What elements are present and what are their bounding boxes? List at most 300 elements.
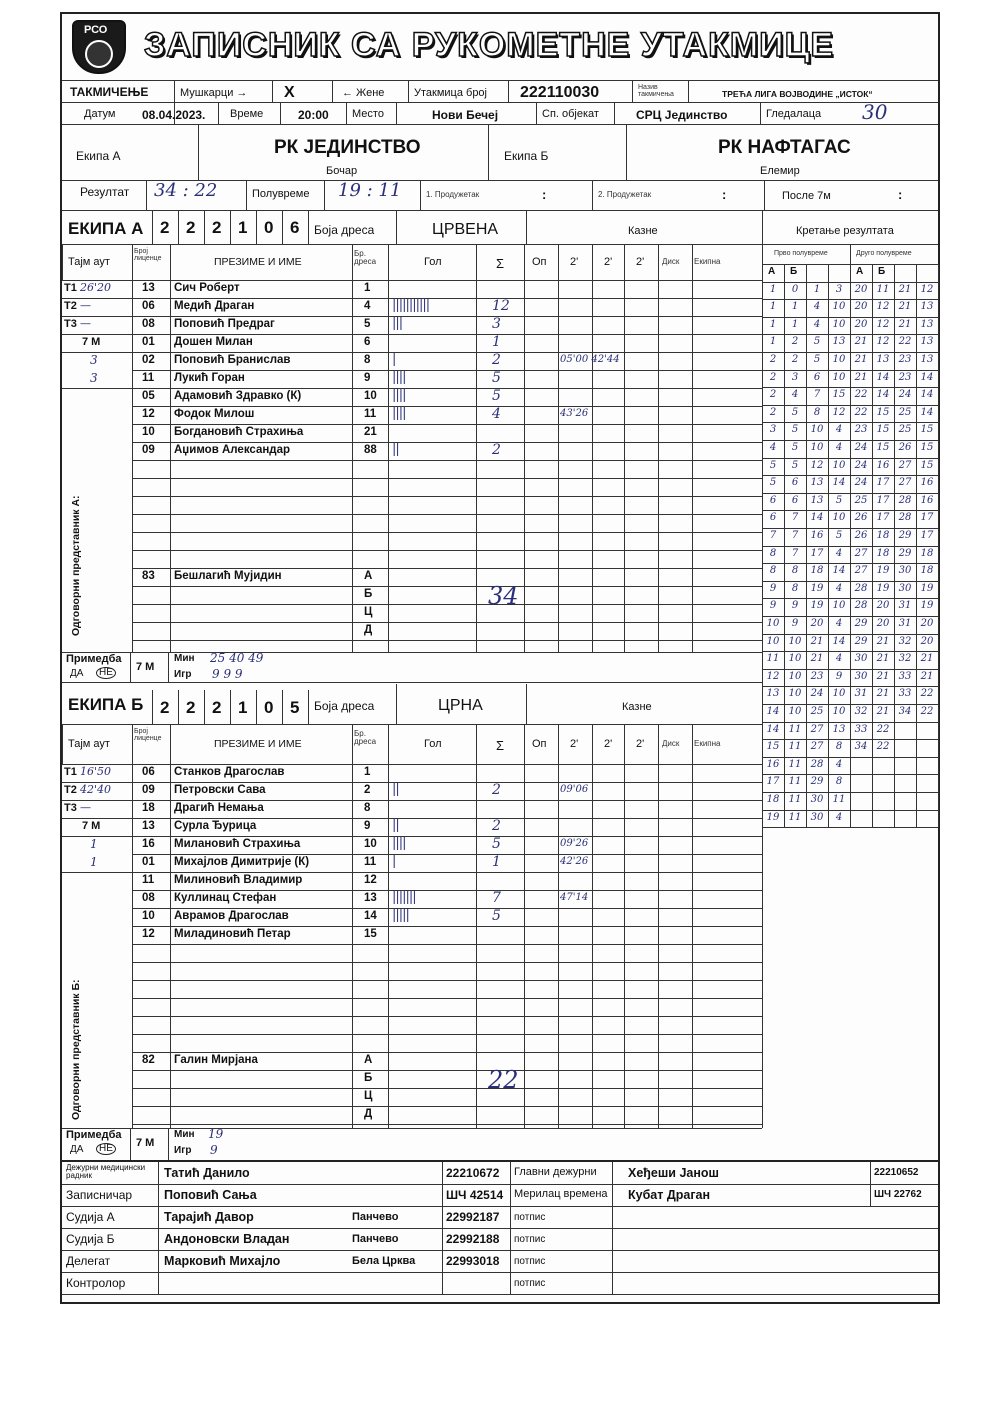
progress-cell: 22 xyxy=(876,723,890,735)
grid-line xyxy=(762,722,938,723)
progress-cell: 14 xyxy=(920,389,934,401)
progress-cell: 30 xyxy=(810,794,824,805)
progress-cell: 33 xyxy=(898,670,912,682)
col-disqualification: Диск xyxy=(662,257,680,266)
team-b-7m-players: 9 xyxy=(210,1143,218,1157)
grid-line xyxy=(762,475,938,476)
progress-cell: 9 xyxy=(791,600,799,612)
grid-line xyxy=(762,299,938,300)
progress-cell: 13 xyxy=(920,318,934,330)
progress-cell: 24 xyxy=(854,477,868,489)
player-license: 13 xyxy=(142,820,155,832)
progress-cell: 22 xyxy=(920,706,934,717)
col-timeout: Тајм аут xyxy=(68,738,110,750)
official-letter: Б xyxy=(364,1072,373,1084)
col-license: Број лиценце xyxy=(134,728,162,742)
timeout-label: 7 М xyxy=(82,336,101,348)
grid-line xyxy=(132,406,762,407)
progress-cell: 5 xyxy=(835,494,843,506)
progress-cell: 10 xyxy=(832,688,846,700)
grid-line xyxy=(762,387,938,388)
grid-line xyxy=(62,1228,938,1229)
progress-cell: 11 xyxy=(832,794,846,805)
grid-line xyxy=(132,460,762,461)
player-shirt-number: 4 xyxy=(364,300,371,312)
progress-cell: 20 xyxy=(854,301,868,313)
player-license: 13 xyxy=(142,282,155,294)
grid-line xyxy=(308,210,309,244)
player-shirt-number: 88 xyxy=(364,444,377,456)
grid-line xyxy=(62,1184,938,1185)
progress-cell: 28 xyxy=(898,494,912,506)
progress-cell: 23 xyxy=(898,354,912,365)
official-letter: Д xyxy=(364,1108,373,1120)
progress-cell: 29 xyxy=(854,635,868,647)
7m-value: 3 xyxy=(90,371,98,385)
player-shirt-number: 10 xyxy=(364,838,377,850)
progress-cell: 2 xyxy=(769,354,777,365)
progress-col-label: А xyxy=(768,266,776,277)
grid-line xyxy=(62,764,762,765)
progress-cell: 20 xyxy=(854,283,868,295)
grid-line xyxy=(624,280,625,652)
timeout-label: Т3 xyxy=(64,318,77,330)
official-license: 82 xyxy=(142,1054,155,1066)
official-letter: Ц xyxy=(364,1090,373,1102)
progress-cell: 11 xyxy=(788,794,802,805)
player-penalty-times: 09'06 xyxy=(560,784,589,795)
grid-line xyxy=(308,690,309,724)
col-name: ПРЕЗИМЕ И ИМЕ xyxy=(214,256,302,268)
col-penalty-3: 2' xyxy=(636,256,645,268)
progress-cell: 4 xyxy=(813,318,821,330)
progress-cell: 13 xyxy=(832,336,846,348)
grid-line xyxy=(132,724,133,764)
progress-cell: 28 xyxy=(854,600,868,612)
player-shirt-number: 8 xyxy=(364,354,371,366)
progress-cell: 12 xyxy=(766,670,780,682)
grid-line xyxy=(132,298,762,299)
progress-cell: 10 xyxy=(832,600,846,612)
progress-cell: 18 xyxy=(810,565,824,577)
player-license: 12 xyxy=(142,408,155,420)
progress-cell: 22 xyxy=(920,688,934,700)
grid-line xyxy=(132,622,762,623)
player-goal-sum: 2 xyxy=(492,818,501,834)
player-name: Михајлов Димитрије (К) xyxy=(174,856,310,868)
progress-cell: 18 xyxy=(876,530,890,541)
team-b-min-label: Мин xyxy=(174,1129,195,1140)
grid-line xyxy=(692,244,693,280)
progress-cell: 21 xyxy=(854,354,868,365)
progress-cell: 1 xyxy=(813,283,821,295)
team-a-remark-yes[interactable]: ДА xyxy=(70,668,84,679)
team-code-digit: 2 xyxy=(186,218,196,237)
final-result: 34 : 22 xyxy=(154,180,218,201)
progress-cell: 27 xyxy=(854,547,868,559)
progress-cell: 10 xyxy=(788,670,802,682)
progress-cell: 13 xyxy=(920,354,934,365)
grid-line xyxy=(170,244,171,280)
progress-cell: 21 xyxy=(876,706,890,717)
progress-cell: 14 xyxy=(832,635,846,647)
progress-cell: 30 xyxy=(810,811,824,823)
team-total-goals: 34 xyxy=(488,582,519,610)
match-time: 20:00 xyxy=(298,108,329,122)
official-license: ШЧ 42514 xyxy=(446,1188,504,1202)
grid-line xyxy=(762,827,938,828)
official-license-2: 22210652 xyxy=(874,1167,919,1178)
player-name: Аџимов Александар xyxy=(174,444,291,456)
progress-cell: 8 xyxy=(791,565,799,577)
progress-cell: 17 xyxy=(876,512,890,524)
official-name: Бешлагић Мујидин xyxy=(174,570,282,582)
progress-cell: 24 xyxy=(854,442,868,453)
player-goal-tally: ||||||||||| xyxy=(392,298,430,313)
grid-line xyxy=(132,442,762,443)
official-name-2: Хеђеши Јанош xyxy=(628,1166,719,1180)
progress-cell: 14 xyxy=(920,406,934,418)
progress-cell: 22 xyxy=(854,406,868,418)
official-role: Контролор xyxy=(66,1276,126,1290)
team-b-7m-minutes: 19 xyxy=(208,1127,224,1141)
col-penalty-2: 2' xyxy=(604,738,613,750)
overtime2-label: 2. Продужетак xyxy=(598,190,652,199)
progress-cell: 10 xyxy=(832,512,846,524)
player-goal-sum: 1 xyxy=(492,334,501,350)
progress-cell: 17 xyxy=(920,530,934,541)
team-a-shirt-color: ЦРВЕНА xyxy=(432,221,499,238)
logo-text: РСО xyxy=(84,24,108,36)
player-goal-sum: 5 xyxy=(492,370,501,386)
progress-cell: 20 xyxy=(920,618,934,629)
player-goal-sum: 2 xyxy=(492,442,501,458)
player-name: Адамовић Здравко (К) xyxy=(174,390,302,402)
progress-cell: 5 xyxy=(791,424,799,436)
grid-line xyxy=(132,280,133,652)
progress-cell: 21 xyxy=(920,670,934,682)
official-license: 22992188 xyxy=(446,1232,500,1246)
progress-cell: 21 xyxy=(876,653,890,665)
official-license: 22210672 xyxy=(446,1166,500,1180)
match-place: Нови Бечеј xyxy=(432,108,499,122)
progress-cell: 15 xyxy=(920,459,934,471)
progress-cell: 8 xyxy=(791,582,799,594)
progress-cell: 11 xyxy=(766,653,780,665)
timeout-label: Т1 xyxy=(64,282,77,294)
after-7m-label: После 7м xyxy=(782,190,831,202)
progress-cell: 8 xyxy=(769,547,777,559)
progress-cell: 4 xyxy=(835,618,843,629)
timeout-value: 26'20 xyxy=(80,281,112,294)
progress-cell: 25 xyxy=(854,494,868,506)
timeout-value: — xyxy=(80,299,91,312)
progress-cell: 34 xyxy=(854,741,868,753)
spectators-label: Гледалаца xyxy=(766,108,822,120)
progress-cell: 24 xyxy=(898,389,912,401)
grid-line xyxy=(282,210,283,244)
progress-cell: 9 xyxy=(769,582,777,594)
player-goal-sum: 2 xyxy=(492,352,501,368)
result-label: Резултат xyxy=(80,185,130,199)
progress-cell: 17 xyxy=(876,477,890,489)
team-code-digit: 2 xyxy=(160,218,170,237)
grid-line xyxy=(762,634,938,635)
progress-cell: 14 xyxy=(832,565,846,577)
grid-line xyxy=(132,962,762,963)
team-b-7m-label: 7 М xyxy=(136,1137,155,1149)
player-goal-sum: 7 xyxy=(492,890,501,906)
player-shirt-number: 10 xyxy=(364,390,377,402)
grid-line xyxy=(62,1206,938,1207)
official-license: 22992187 xyxy=(446,1210,500,1224)
player-shirt-number: 11 xyxy=(364,856,377,868)
progress-cell: 23 xyxy=(898,371,912,383)
progress-cell: 15 xyxy=(920,442,934,453)
grid-line xyxy=(762,546,938,547)
player-name: Миладиновић Петар xyxy=(174,928,291,940)
progress-cell: 5 xyxy=(791,442,799,453)
progress-cell: 10 xyxy=(788,706,802,717)
player-goal-tally: ||||||| xyxy=(392,890,416,905)
grid-line xyxy=(762,774,938,775)
grid-line xyxy=(658,280,659,652)
progress-cell: 4 xyxy=(835,758,843,770)
page-title: ЗАПИСНИК СА РУКОМЕТНЕ УТАКМИЦЕ xyxy=(144,26,835,64)
player-goal-tally: || xyxy=(392,442,399,457)
player-license: 12 xyxy=(142,928,155,940)
grid-line xyxy=(762,598,938,599)
official-role: Судија А xyxy=(66,1210,115,1224)
player-license: 08 xyxy=(142,318,155,330)
grid-line xyxy=(132,244,133,280)
progress-cell: 4 xyxy=(769,442,777,453)
grid-line xyxy=(132,782,762,783)
progress-cell: 22 xyxy=(898,336,912,348)
grid-line xyxy=(132,514,762,515)
official-name: Марковић Михајло xyxy=(164,1254,281,1268)
team-code-digit: 2 xyxy=(160,698,170,717)
player-shirt-number: 2 xyxy=(364,784,371,796)
progress-cell: 21 xyxy=(876,635,890,647)
progress-cell: 16 xyxy=(920,494,934,506)
col-team-penalty: Екипна xyxy=(694,257,721,266)
progress-cell: 20 xyxy=(810,618,824,629)
progress-cell: 5 xyxy=(769,459,777,471)
progress-cell: 10 xyxy=(766,618,780,629)
progress-cell: 30 xyxy=(898,582,912,594)
progress-cell: 10 xyxy=(810,424,824,436)
progress-cell: 27 xyxy=(810,741,824,753)
progress-cell: 15 xyxy=(832,389,846,401)
player-shirt-number: 5 xyxy=(364,318,371,330)
grid-line xyxy=(62,1294,938,1295)
timeout-label: 7 М xyxy=(82,820,101,832)
progress-cell: 1 xyxy=(769,336,777,348)
grid-line xyxy=(132,496,762,497)
grid-line xyxy=(762,352,938,353)
progress-cell: 10 xyxy=(832,371,846,383)
progress-cell: 24 xyxy=(854,459,868,471)
team-b-remark-yes[interactable]: ДА xyxy=(70,1144,84,1155)
player-name: Дошен Милан xyxy=(174,336,253,348)
player-shirt-number: 11 xyxy=(364,408,377,420)
player-goal-sum: 5 xyxy=(492,388,501,404)
progress-cell: 9 xyxy=(791,618,799,629)
grid-line xyxy=(352,280,353,652)
progress-cell: 11 xyxy=(788,723,802,735)
progress-cell: 5 xyxy=(769,477,777,489)
player-name: Драгић Немања xyxy=(174,802,264,814)
grid-line xyxy=(558,244,559,280)
official-name: Поповић Сања xyxy=(164,1188,257,1202)
grid-line xyxy=(692,280,693,652)
player-goal-tally: || xyxy=(392,818,399,833)
progress-cell: 4 xyxy=(835,424,843,436)
team-code-digit: 0 xyxy=(264,698,274,717)
col-shirt-no: Бр. дреса xyxy=(354,249,377,266)
progress-cell: 21 xyxy=(920,653,934,665)
grid-line xyxy=(152,210,153,244)
progress-cell: 10 xyxy=(788,635,802,647)
grid-line xyxy=(62,800,132,801)
progress-cell: 22 xyxy=(854,389,868,401)
col-penalty-3: 2' xyxy=(636,738,645,750)
official-representative-label: Одговорни представник Б: xyxy=(70,979,82,1120)
progress-cell: 13 xyxy=(810,477,824,489)
player-name: Станков Драгослав xyxy=(174,766,285,778)
progress-cell: 15 xyxy=(920,424,934,436)
progress-cell: 5 xyxy=(791,459,799,471)
grid-line xyxy=(62,334,132,335)
progress-cell: 13 xyxy=(920,301,934,313)
grid-line xyxy=(592,724,593,764)
team-a-7m-label: 7 М xyxy=(136,661,155,673)
match-number: 222110030 xyxy=(520,84,600,101)
progress-cell: 17 xyxy=(920,512,934,524)
grid-line xyxy=(132,1124,762,1125)
progress-cell: 28 xyxy=(854,582,868,594)
grid-line xyxy=(762,458,938,459)
progress-cell: 1 xyxy=(791,318,799,330)
progress-cell: 14 xyxy=(832,477,846,489)
grid-line xyxy=(132,800,762,801)
progress-cell: 16 xyxy=(810,530,824,541)
player-license: 10 xyxy=(142,910,155,922)
grid-line xyxy=(132,818,762,819)
official-name: Тарајић Давор xyxy=(164,1210,254,1224)
competition-name-label: Назив такмичења xyxy=(638,84,674,98)
progress-cell: 6 xyxy=(769,512,777,524)
player-license: 05 xyxy=(142,390,155,402)
grid-line xyxy=(592,244,593,280)
player-goal-sum: 2 xyxy=(492,782,501,798)
player-goal-tally: |||| xyxy=(392,370,406,385)
rso-logo xyxy=(72,20,126,74)
progress-cell: 30 xyxy=(854,653,868,665)
player-name: Лукић Горан xyxy=(174,372,245,384)
progress-cell: 12 xyxy=(920,283,934,295)
grid-line xyxy=(170,280,171,652)
grid-line xyxy=(658,724,659,764)
progress-col-label: Б xyxy=(790,266,798,277)
player-penalty-times: 05'00 42'44 xyxy=(560,354,620,365)
grid-line xyxy=(658,244,659,280)
progress-cell: 15 xyxy=(876,442,890,453)
grid-line xyxy=(762,739,938,740)
progress-cell: 4 xyxy=(835,547,843,559)
progress-cell: 33 xyxy=(854,723,868,735)
progress-cell: 27 xyxy=(898,459,912,471)
player-license: 08 xyxy=(142,892,155,904)
team-a-remark-no[interactable]: НЕ xyxy=(96,667,116,679)
grid-line xyxy=(762,563,938,564)
player-shirt-number: 14 xyxy=(364,910,377,922)
timeout-value: 42'40 xyxy=(80,783,112,796)
progress-cell: 18 xyxy=(920,565,934,577)
grid-line xyxy=(132,604,762,605)
match-report-sheet xyxy=(60,12,940,1304)
grid-line xyxy=(204,210,205,244)
progress-cell: 12 xyxy=(876,318,890,330)
overtime1-label: 1. Продужетак xyxy=(426,190,480,199)
team-a-label: Екипа А xyxy=(76,149,121,163)
player-shirt-number: 12 xyxy=(364,874,377,886)
progress-cell: 9 xyxy=(835,670,843,682)
grid-line xyxy=(762,792,938,793)
player-goal-tally: |||| xyxy=(392,388,406,403)
grid-line xyxy=(762,757,938,758)
progress-cell: 14 xyxy=(876,371,890,383)
grid-line xyxy=(762,704,938,705)
player-shirt-number: 21 xyxy=(364,426,377,438)
col-disqualification: Диск xyxy=(662,739,680,748)
team-a-min-label: Мин xyxy=(174,653,195,664)
progress-cell: 19 xyxy=(920,600,934,612)
progress-cell: 7 xyxy=(791,530,799,541)
team-code-digit: 5 xyxy=(290,698,300,717)
grid-line xyxy=(62,872,132,873)
progress-cell: 19 xyxy=(876,565,890,577)
player-license: 01 xyxy=(142,856,155,868)
player-name: Аврамов Драгослав xyxy=(174,910,289,922)
grid-line xyxy=(230,210,231,244)
7m-value: 1 xyxy=(90,855,98,869)
handball-icon xyxy=(85,40,113,68)
grid-line xyxy=(132,550,762,551)
grid-line xyxy=(62,280,762,281)
progress-cell: 21 xyxy=(810,635,824,647)
grid-line xyxy=(132,532,762,533)
timeout-value: — xyxy=(80,801,91,814)
grid-line xyxy=(352,724,353,764)
progress-cell: 13 xyxy=(810,494,824,506)
progress-cell: 8 xyxy=(769,565,777,577)
player-name: Петровски Сава xyxy=(174,784,266,796)
grid-line xyxy=(62,244,63,280)
grid-line xyxy=(624,724,625,764)
player-penalty-times: 43'26 xyxy=(560,408,589,419)
progress-cell: 7 xyxy=(813,389,821,401)
second-half-label: Друго полувреме xyxy=(856,250,912,257)
official-letter: Д xyxy=(364,624,373,636)
player-license: 11 xyxy=(142,372,155,384)
official-representative-label: Одговорни представник А: xyxy=(70,495,82,636)
progress-cell: 10 xyxy=(788,688,802,700)
progress-cell: 27 xyxy=(854,565,868,577)
team-b-remark-no[interactable]: НЕ xyxy=(96,1143,116,1155)
grid-line xyxy=(762,669,938,670)
